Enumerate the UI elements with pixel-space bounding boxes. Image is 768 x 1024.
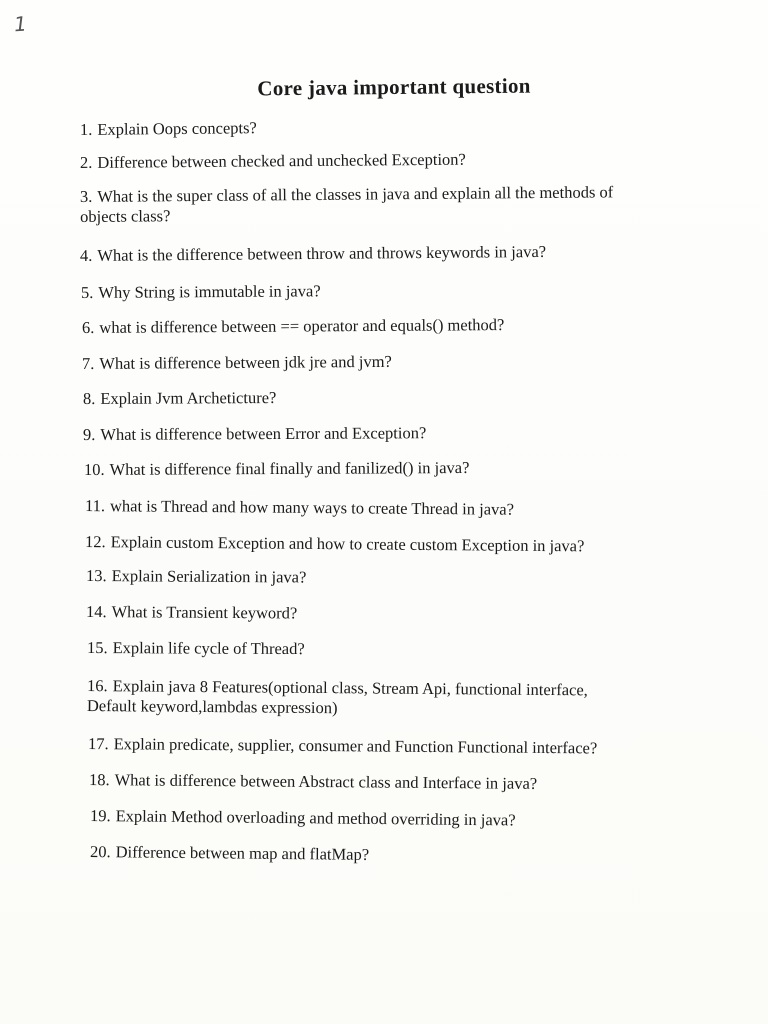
question-text: Explain life cycle of Thread? [112,638,305,659]
list-item [82,315,504,338]
question-number: 1. [79,119,93,139]
question-text: Explain Oops concepts? [97,118,257,139]
question-number: 12. [84,532,106,552]
question-number: 20. [89,842,111,862]
question-number: 16. [87,676,108,696]
list-item [80,150,466,173]
question-text: Explain Method overloading and method overriding in java? [115,806,516,830]
list-item [86,566,306,588]
list-item [83,423,426,445]
list-item [90,806,516,830]
question-number: 9. [82,424,96,444]
question-text: Explain custom Exception and how to create custom Exception in java? [110,532,585,556]
question-number: 13. [85,566,107,586]
list-item [87,676,588,720]
question-number: 3. [79,186,93,207]
list-item [85,532,585,556]
question-number: 4. [79,245,93,265]
page-title: Core java important question [257,73,531,101]
question-text: What is difference between Abstract class and Interface in java? [114,770,538,793]
list-item [80,118,257,140]
question-number: 11. [84,496,106,516]
question-text: What is difference final finally and fanilized() in java? [109,457,470,479]
question-text: Difference between checked and unchecked Exception? [97,149,466,172]
question-text: what is difference between == operator and equals() method? [99,315,505,337]
question-text: What is the difference between throw and throws keywords in java? [97,241,547,265]
page-number: 1 [13,11,28,37]
list-item [88,734,597,758]
list-item [82,352,392,374]
question-text: Why String is immutable in java? [98,281,321,302]
question-number: 14. [85,602,107,622]
question-text-continued: Default keyword,lambdas expression) [86,696,338,718]
list-item [81,281,321,303]
question-number: 19. [89,806,111,826]
question-number: 7. [81,353,95,373]
question-text-continued: objects class? [80,206,171,226]
list-item [83,388,276,409]
list-item [84,458,470,480]
question-number: 8. [82,388,96,408]
question-text: What is the super class of all the classes in java and explain all the methods of [97,182,614,206]
question-number: 6. [81,317,95,337]
list-item [85,496,514,520]
question-text: Explain Serialization in java? [111,566,307,587]
question-number: 5. [80,282,94,302]
question-number: 17. [87,734,109,754]
question-text: Explain Jvm Archeticture? [100,387,277,408]
list-item [80,242,546,266]
question-number: 10. [83,459,105,479]
list-item [86,602,297,623]
question-number: 2. [79,152,93,172]
question-text: What is difference between jdk jre and jvm? [99,351,392,373]
question-text: Explain java 8 Features(optional class, Stream Api, functional interface, [112,676,588,700]
question-number: 18. [88,770,110,790]
list-item [89,770,537,794]
list-item [90,842,369,865]
list-item [87,638,305,659]
question-text: Difference between map and flatMap? [115,842,370,864]
question-number: 15. [86,638,108,658]
question-text: what is Thread and how many ways to create Thread in java? [109,496,515,519]
question-text: Explain predicate, supplier, consumer and Function Functional interface? [113,734,598,758]
question-text: What is difference between Error and Exception? [100,423,427,444]
question-text: What is Transient keyword? [111,602,298,623]
list-item [80,182,614,227]
